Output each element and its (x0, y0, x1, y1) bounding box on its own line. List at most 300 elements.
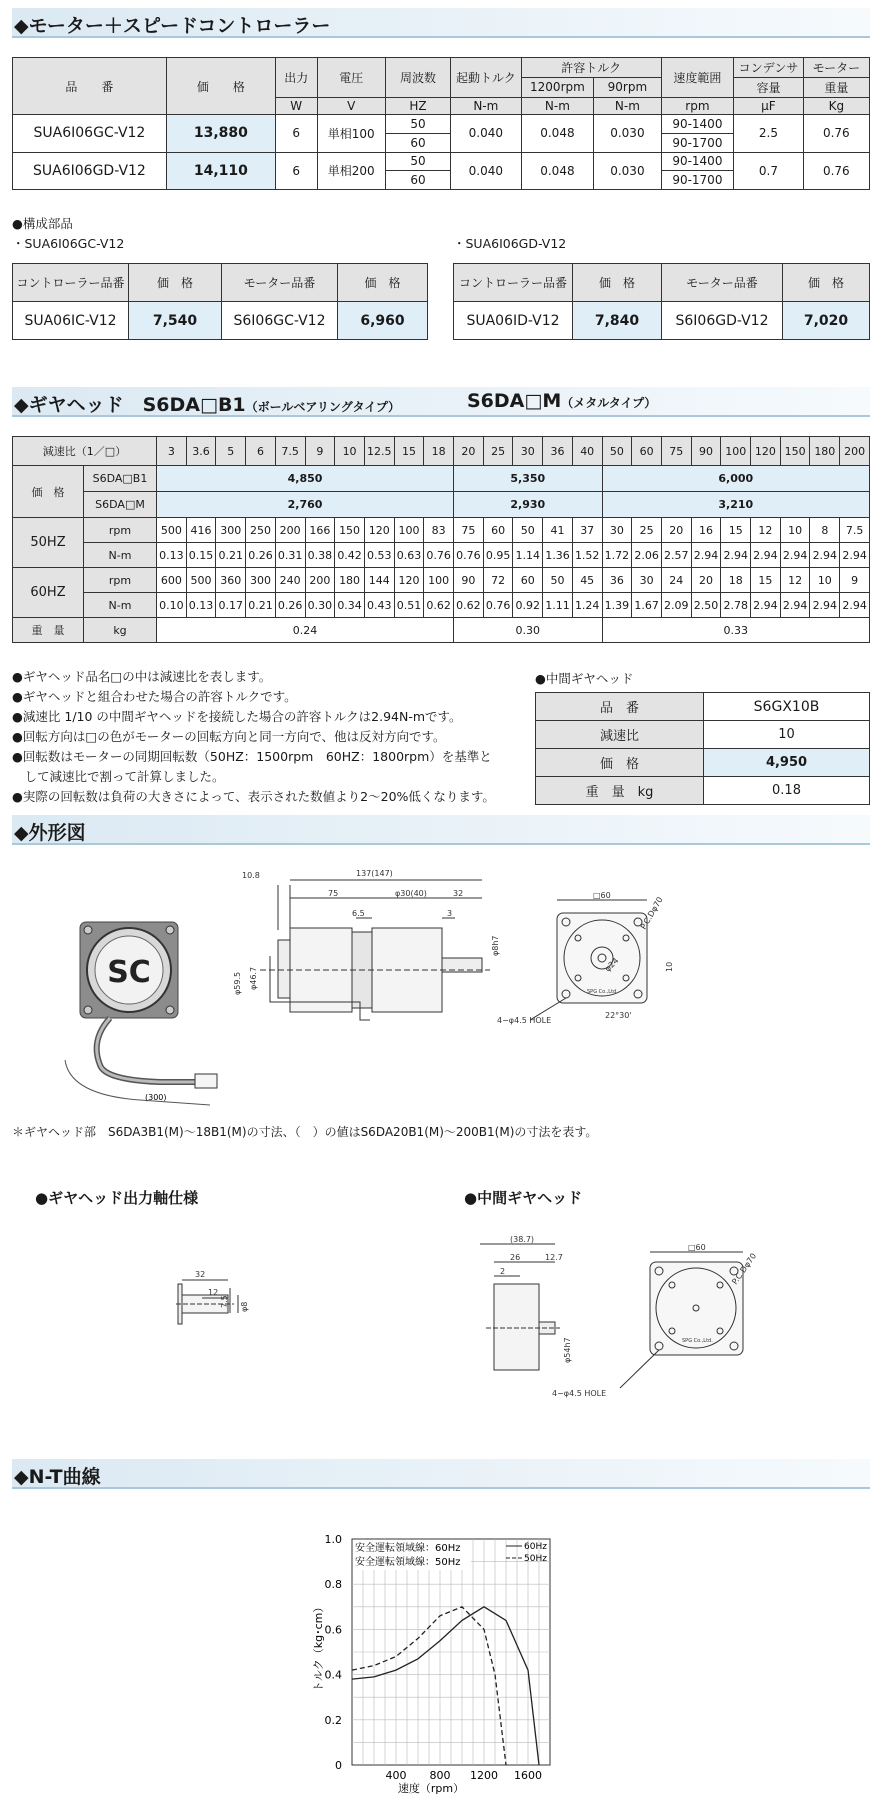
ratio-header: 25 (483, 437, 513, 466)
nm-value: 0.62 (454, 593, 484, 618)
legend-entry: 60Hz (524, 1542, 547, 1552)
dim-cable: (300) (145, 1093, 167, 1102)
col-allow-torque: 許容トルク (521, 58, 661, 78)
ratio-header: 100 (721, 437, 751, 466)
ratio-header: 18 (424, 437, 454, 466)
y-tick-label: 0.8 (324, 1578, 342, 1592)
rpm-value: 166 (305, 518, 335, 543)
section-gearhead (12, 387, 870, 417)
cell: 0.048 (521, 152, 594, 189)
nm-value: 0.76 (424, 543, 454, 568)
nm-value: 0.63 (394, 543, 424, 568)
nm-value: 0.42 (335, 543, 365, 568)
nm-value: 1.36 (543, 543, 573, 568)
rpm-value: 180 (335, 568, 365, 593)
section-dimensions (12, 815, 870, 845)
mid-gear-title: ●中間ギヤヘッド (535, 671, 634, 686)
ratio-header: 180 (810, 437, 840, 466)
ratio-header: 3 (157, 437, 187, 466)
nm-label: N-m (84, 543, 157, 568)
rpm-value: 30 (602, 518, 632, 543)
unit: HZ (385, 97, 450, 115)
cell: 90-1400 (661, 152, 734, 171)
cell: 0.040 (451, 115, 522, 152)
nm-value: 2.06 (632, 543, 662, 568)
x-tick-label: 400 (385, 1769, 407, 1782)
cell: SUA06ID-V12 (454, 302, 573, 340)
freq-label: 50HZ (13, 518, 84, 568)
note-line: ●回転方向は□の色がモーターの回転方向と同一方向で、他は反対方向です。 (12, 729, 446, 744)
col-ctrl: コントローラー品番 (13, 264, 129, 302)
table-row-model: SUA6I06GD-V12 (13, 152, 167, 189)
unit: μF (734, 97, 803, 115)
dim-phi30: φ30(40) (395, 889, 427, 898)
y-tick-label: 0.4 (324, 1668, 342, 1682)
nm-value: 0.53 (364, 543, 394, 568)
dimension-drawings (60, 860, 880, 1120)
rpm-label: rpm (84, 568, 157, 593)
price-cell: 7,840 (573, 302, 662, 340)
rpm-value: 600 (157, 568, 187, 593)
nm-value: 2.94 (840, 593, 870, 618)
rpm-value: 240 (275, 568, 305, 593)
ratio-header: 6 (246, 437, 276, 466)
cell: 6 (275, 152, 317, 189)
parts-title: ●構成部品 (12, 216, 73, 231)
col-weight: モーター (803, 58, 869, 78)
col-motor: モーター品番 (222, 264, 338, 302)
rpm-value: 75 (454, 518, 484, 543)
unit: V (317, 97, 385, 115)
weight-value: 0.24 (157, 618, 454, 643)
unit: Kg (803, 97, 869, 115)
ratio-header: 30 (513, 437, 543, 466)
rpm-label: rpm (84, 518, 157, 543)
nm-label: N-m (84, 593, 157, 618)
dim-3: 3 (447, 909, 453, 918)
nm-value: 2.94 (840, 543, 870, 568)
m-price: 2,760 (157, 492, 454, 518)
dim-26: 26 (510, 1253, 521, 1262)
mid-gear-drawing-title: ●中間ギヤヘッド (464, 1189, 583, 1207)
nm-value: 1.24 (572, 593, 602, 618)
col-price: 価 格 (783, 264, 870, 302)
rpm-value: 10 (780, 518, 810, 543)
col-hinban: 品 番 (13, 58, 167, 115)
section-nt-curve (12, 1459, 870, 1489)
dim-pcd: P.C.Dφ70 (730, 1251, 759, 1287)
rpm-value: 120 (364, 518, 394, 543)
label: 品 番 (536, 693, 704, 721)
weight-label: 重 量 (13, 618, 84, 643)
nm-value: 1.67 (632, 593, 662, 618)
title-b1-sub: （ボールベアリングタイプ） (245, 400, 400, 414)
rpm-value: 50 (543, 568, 573, 593)
cell: 2.5 (734, 115, 803, 152)
cell: S6GX10B (704, 693, 870, 721)
note-line: ●ギヤヘッド品名□の中は減速比を表します。 (12, 669, 272, 684)
dim-10: 10 (665, 961, 674, 972)
rpm-value: 60 (483, 518, 513, 543)
nm-value: 2.78 (721, 593, 751, 618)
ratio-header: 60 (632, 437, 662, 466)
m-price: 3,210 (602, 492, 869, 518)
dim-12-7: 12.7 (545, 1253, 563, 1262)
ratio-header: 90 (691, 437, 721, 466)
rpm-value: 15 (721, 518, 751, 543)
note-line: ●実際の回転数は負荷の大きさによって、表示された数値より2～20%低くなります。 (12, 789, 495, 804)
note-line: して減速比で割って計算しました。 (12, 769, 225, 784)
col-90rpm: 90rpm (594, 77, 661, 97)
rpm-value: 500 (186, 568, 216, 593)
title-m: S6DA□M (467, 390, 562, 412)
dim-phi54: φ54h7 (563, 1337, 572, 1363)
y-tick-label: 1.0 (324, 1533, 342, 1546)
nm-value: 1.14 (513, 543, 543, 568)
nm-value: 2.94 (780, 593, 810, 618)
dim-phi8: φ8h7 (491, 935, 500, 956)
section-title: ◆外形図 (14, 822, 86, 844)
rpm-value: 41 (543, 518, 573, 543)
x-axis-label: 速度（rpm） (397, 1782, 465, 1795)
nm-value: 0.10 (157, 593, 187, 618)
nm-value: 0.17 (216, 593, 246, 618)
price-label: 価 格 (13, 466, 84, 518)
nm-value: 0.31 (275, 543, 305, 568)
nm-value: 2.50 (691, 593, 721, 618)
x-tick-label: 1200 (470, 1769, 498, 1782)
nm-value: 0.38 (305, 543, 335, 568)
rpm-value: 7.5 (840, 518, 870, 543)
cell: 0.76 (803, 152, 869, 189)
rpm-value: 24 (661, 568, 691, 593)
nt-chart (300, 1525, 600, 1805)
ratio-header: 50 (602, 437, 632, 466)
rpm-value: 200 (275, 518, 305, 543)
ratio-header: 75 (661, 437, 691, 466)
col-voltage: 電圧 (317, 58, 385, 98)
dim-note: ＊ギヤヘッド部 S6DA3B1(M)～18B1(M)の寸法、（ ）の値はS6DA20B1(M)～200B1(M)の寸法を表す。 (12, 1125, 598, 1139)
nm-value: 2.94 (691, 543, 721, 568)
dim-137: 137(147) (356, 869, 393, 878)
nm-value: 0.13 (157, 543, 187, 568)
x-tick-label: 1600 (514, 1769, 542, 1782)
nm-value: 0.13 (186, 593, 216, 618)
rpm-value: 25 (632, 518, 662, 543)
col-frequency: 周波数 (385, 58, 450, 98)
price-cell: 4,950 (704, 749, 870, 777)
label: 重 量 kg (536, 777, 704, 805)
dim-38-7: (38.7) (510, 1235, 535, 1244)
dim-phi46-7: φ46.7 (249, 966, 258, 990)
cell: 90-1700 (661, 171, 734, 190)
rpm-value: 12 (780, 568, 810, 593)
dim-angle: 22°30' (605, 1011, 632, 1020)
dim-holes: 4−φ4.5 HOLE (552, 1389, 607, 1398)
nm-value: 0.95 (483, 543, 513, 568)
annotation: 安全運転領域線：60Hz (355, 1543, 461, 1554)
nm-value: 1.11 (543, 593, 573, 618)
col-start-torque: 起動トルク (451, 58, 522, 98)
cell: 単相100 (317, 115, 385, 152)
nm-value: 2.94 (780, 543, 810, 568)
col-1200rpm: 1200rpm (521, 77, 594, 97)
col-output: 出力 (275, 58, 317, 98)
rpm-value: 16 (691, 518, 721, 543)
rpm-value: 360 (216, 568, 246, 593)
col-price: 価 格 (338, 264, 428, 302)
rpm-value: 144 (364, 568, 394, 593)
dim-32: 32 (195, 1270, 206, 1279)
ratio-header: 20 (454, 437, 484, 466)
rpm-value: 72 (483, 568, 513, 593)
cell: 90-1700 (661, 133, 734, 152)
cell: 0.18 (704, 777, 870, 805)
weight-value: 0.30 (454, 618, 603, 643)
shaft-title: ●ギヤヘッド出力軸仕様 (35, 1189, 199, 1207)
dim-7-5: 7.5 (220, 1295, 229, 1308)
rpm-value: 60 (513, 568, 543, 593)
gearhead-table (12, 436, 870, 643)
unit: N-m (521, 97, 594, 115)
ratio-header: 12.5 (364, 437, 394, 466)
nm-value: 0.92 (513, 593, 543, 618)
ratio-header: 150 (780, 437, 810, 466)
rpm-value: 20 (691, 568, 721, 593)
nm-value: 0.15 (186, 543, 216, 568)
section-motor-controller (12, 8, 870, 38)
nm-value: 2.94 (751, 593, 781, 618)
nm-value: 0.26 (246, 543, 276, 568)
cell: 50 (385, 115, 450, 134)
cell: 0.76 (803, 115, 869, 152)
note-line: ●ギヤヘッドと組合わせた場合の許容トルクです。 (12, 689, 297, 704)
nm-value: 2.94 (721, 543, 751, 568)
rpm-value: 20 (661, 518, 691, 543)
dim-32: 32 (453, 889, 464, 898)
rpm-value: 300 (216, 518, 246, 543)
section-title-2 (467, 390, 656, 412)
price-cell: 13,880 (166, 115, 275, 152)
x-tick-label: 800 (429, 1769, 451, 1782)
nm-value: 2.09 (661, 593, 691, 618)
section-title: ◆モーター＋スピードコントローラー (14, 15, 331, 37)
annotation: 安全運転領域線：50Hz (355, 1557, 461, 1568)
dim-sq60: □60 (593, 891, 611, 900)
maker-mark: SPG Co.,Ltd. (682, 1338, 713, 1344)
m-price: 2,930 (454, 492, 603, 518)
nm-value: 0.76 (483, 593, 513, 618)
col-price: 価 格 (129, 264, 222, 302)
nm-value: 1.52 (572, 543, 602, 568)
note-line: ●回転数はモーターの同期回転数（50HZ：1500rpm 60HZ：1800rpm）を基準と (12, 749, 492, 764)
rpm-value: 100 (424, 568, 454, 593)
cell: SUA06IC-V12 (13, 302, 129, 340)
mid-gear-drawing (460, 1228, 830, 1418)
dim-75: 75 (328, 889, 339, 898)
dim-2: 2 (500, 1267, 506, 1276)
ratio-header: 7.5 (275, 437, 305, 466)
cell: 0.030 (594, 152, 661, 189)
parts-table-left (12, 263, 428, 340)
rpm-value: 416 (186, 518, 216, 543)
nm-value: 0.34 (335, 593, 365, 618)
unit: rpm (661, 97, 734, 115)
col-weight-2: 重量 (803, 77, 869, 97)
col-condenser-2: 容量 (734, 77, 803, 97)
rpm-value: 8 (810, 518, 840, 543)
parts-table-right (453, 263, 870, 340)
price-cell: 7,020 (783, 302, 870, 340)
weight-value: 0.33 (602, 618, 869, 643)
dim-phi59-5: φ59.5 (233, 971, 242, 995)
col-price: 価 格 (166, 58, 275, 115)
unit: N-m (451, 97, 522, 115)
nm-value: 2.94 (810, 543, 840, 568)
ratio-header: 40 (572, 437, 602, 466)
maker-mark: SPG Co.,Ltd. (587, 989, 618, 995)
nm-value: 0.21 (246, 593, 276, 618)
dim-6-5: 6.5 (352, 909, 365, 918)
ratio-header: 10 (335, 437, 365, 466)
y-tick-label: 0.6 (324, 1623, 342, 1637)
cell: 0.048 (521, 115, 594, 152)
side-view (260, 880, 490, 1020)
rpm-value: 83 (424, 518, 454, 543)
section-title: ◆N-T曲線 (14, 1466, 101, 1488)
dim-phi24: φ24 (603, 956, 621, 974)
rpm-value: 10 (810, 568, 840, 593)
price-cell: 7,540 (129, 302, 222, 340)
mid-gear-table (535, 692, 870, 805)
cell: 50 (385, 152, 450, 171)
nm-value: 1.72 (602, 543, 632, 568)
nm-value: 0.21 (216, 543, 246, 568)
cell: 6 (275, 115, 317, 152)
ratio-header: 15 (394, 437, 424, 466)
nm-value: 2.57 (661, 543, 691, 568)
y-tick-label: 0 (335, 1759, 342, 1772)
cell: S6I06GD-V12 (662, 302, 783, 340)
b1-price: 4,850 (157, 466, 454, 492)
rpm-value: 45 (572, 568, 602, 593)
price-cell: 14,110 (166, 152, 275, 189)
dim-12: 12 (208, 1288, 219, 1297)
note-line: ●減速比 1/10 の中間ギヤヘッドを接続した場合の許容トルクは2.94N-mです。 (12, 709, 462, 724)
y-tick-label: 0.2 (324, 1713, 342, 1727)
dim-pcd: P.C.Dφ70 (638, 895, 665, 931)
kg-label: kg (84, 618, 157, 643)
rpm-value: 500 (157, 518, 187, 543)
title-b1: ◆ギヤヘッド S6DA□B1 (14, 394, 246, 416)
nm-value: 2.94 (751, 543, 781, 568)
rpm-value: 150 (335, 518, 365, 543)
legend-entry: 50Hz (524, 1554, 547, 1564)
dim-10-8: 10.8 (242, 871, 260, 880)
rpm-value: 100 (394, 518, 424, 543)
b1-price: 5,350 (454, 466, 603, 492)
cell: 0.030 (594, 115, 661, 152)
unit: N-m (594, 97, 661, 115)
nm-value: 0.76 (454, 543, 484, 568)
nm-value: 2.94 (810, 593, 840, 618)
rpm-value: 9 (840, 568, 870, 593)
rpm-value: 37 (572, 518, 602, 543)
nm-value: 0.26 (275, 593, 305, 618)
ratio-header: 3.6 (186, 437, 216, 466)
nm-value: 1.39 (602, 593, 632, 618)
ratio-header: 9 (305, 437, 335, 466)
col-ctrl: コントローラー品番 (454, 264, 573, 302)
table-row-model: SUA6I06GC-V12 (13, 115, 167, 152)
logo-text: SC (107, 955, 151, 990)
nm-value: 0.62 (424, 593, 454, 618)
m-label: S6DA□M (84, 492, 157, 518)
unit: W (275, 97, 317, 115)
label: 減速比 (536, 721, 704, 749)
y-axis-label: トルク（kg･cm） (312, 1601, 325, 1692)
b1-price: 6,000 (602, 466, 869, 492)
motor-photo (65, 922, 217, 1105)
ratio-header: 120 (751, 437, 781, 466)
freq-label: 60HZ (13, 568, 84, 618)
cell: 単相200 (317, 152, 385, 189)
dim-phi8: φ8 (240, 1301, 249, 1312)
section-title (14, 390, 400, 417)
col-price: 価 格 (573, 264, 662, 302)
cell: 0.040 (451, 152, 522, 189)
cell: 0.7 (734, 152, 803, 189)
rpm-value: 30 (632, 568, 662, 593)
col-speed: 速度範囲 (661, 58, 734, 98)
rpm-value: 300 (246, 568, 276, 593)
b1-label: S6DA□B1 (84, 466, 157, 492)
ratio-header: 36 (543, 437, 573, 466)
front-view (530, 900, 647, 1020)
nm-value: 0.43 (364, 593, 394, 618)
nm-value: 0.30 (305, 593, 335, 618)
col-motor: モーター品番 (662, 264, 783, 302)
rpm-value: 12 (751, 518, 781, 543)
rpm-value: 120 (394, 568, 424, 593)
rpm-value: 18 (721, 568, 751, 593)
dim-sq60: □60 (688, 1243, 706, 1252)
rpm-value: 90 (454, 568, 484, 593)
cell: S6I06GC-V12 (222, 302, 338, 340)
label: 価 格 (536, 749, 704, 777)
shaft-drawing (150, 1260, 290, 1340)
cell: 10 (704, 721, 870, 749)
price-cell: 6,960 (338, 302, 428, 340)
parts-left-label: ・SUA6I06GC-V12 (12, 236, 125, 251)
ratio-header: 5 (216, 437, 246, 466)
rpm-value: 15 (751, 568, 781, 593)
cell: 90-1400 (661, 115, 734, 134)
cell: 60 (385, 171, 450, 190)
cell: 60 (385, 133, 450, 152)
ratio-header: 200 (840, 437, 870, 466)
rpm-value: 36 (602, 568, 632, 593)
nm-value: 0.51 (394, 593, 424, 618)
dim-holes: 4−φ4.5 HOLE (497, 1016, 552, 1025)
motor-spec-table (12, 57, 870, 190)
rpm-value: 250 (246, 518, 276, 543)
parts-right-label: ・SUA6I06GD-V12 (453, 236, 567, 251)
title-m-sub: （メタルタイプ） (561, 396, 657, 410)
rpm-value: 200 (305, 568, 335, 593)
rpm-value: 50 (513, 518, 543, 543)
ratio-label: 減速比（1／□） (13, 437, 157, 466)
